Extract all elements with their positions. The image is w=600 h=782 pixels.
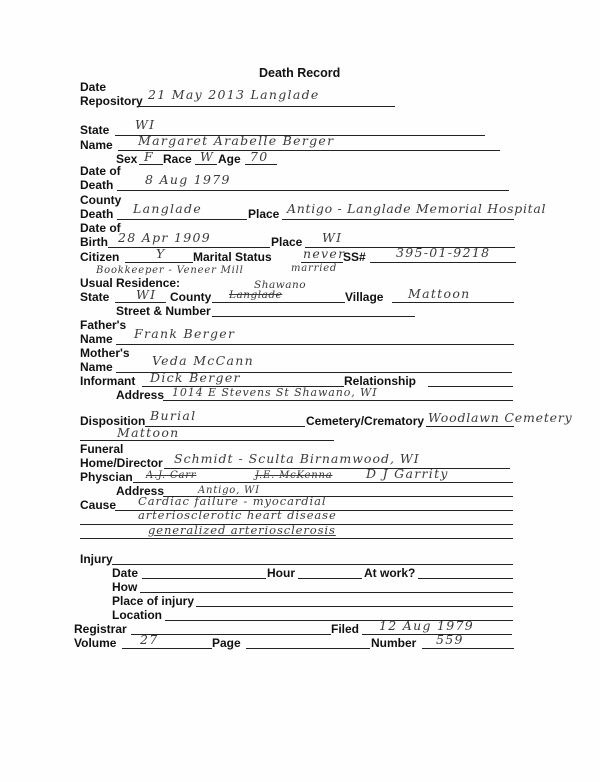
mother-value: Veda McCann [152, 353, 254, 368]
disposition-label: Disposition [80, 414, 146, 428]
place-of-death-label: Place [248, 207, 280, 221]
village-label: Village [345, 290, 384, 304]
sex-label: Sex [116, 152, 138, 166]
cause-value-1: Cardiac failure - myocardial [138, 494, 327, 508]
injury-label: Injury [80, 552, 113, 566]
age-label: Age [218, 152, 241, 166]
at-work-line [418, 578, 513, 579]
injury-how-label: How [112, 580, 138, 594]
occupation-note: Bookkeeper - Veneer Mill [96, 265, 244, 276]
residence-county-value: Shawano [254, 279, 307, 291]
disposition-value: Burial [150, 408, 197, 423]
home-director-label: Home/Director [80, 456, 163, 470]
age-value: 70 [250, 149, 269, 164]
mother-label-2: Name [80, 360, 113, 374]
injury-line [112, 564, 513, 565]
repository-line [137, 106, 395, 107]
usual-residence-label: Usual Residence: [80, 276, 181, 290]
injury-hour-label: Hour [267, 566, 295, 580]
funeral-home-line [164, 468, 510, 469]
date-of-death-label-2: Death [80, 178, 114, 192]
number-value: 559 [436, 632, 464, 647]
name-value: Margaret Arabelle Berger [138, 133, 335, 148]
repository-value: 21 May 2013 Langlade [148, 87, 320, 102]
name-label: Name [80, 138, 113, 152]
village-line [392, 302, 514, 303]
cemetery-value: Woodlawn Cemetery [428, 410, 573, 425]
county-of-death-value: Langlade [133, 201, 203, 216]
street-number-line [212, 316, 415, 317]
funeral-label: Funeral [80, 442, 124, 456]
father-line [116, 344, 514, 345]
date-label: Date [80, 80, 107, 94]
cause-value-3: generalized arteriosclerosis [148, 523, 336, 537]
cause-label: Cause [80, 498, 117, 512]
cause-line-3 [80, 538, 513, 539]
date-of-birth-label-2: Birth [80, 235, 108, 249]
informant-label: Informant [80, 374, 136, 388]
informant-address-line [163, 400, 513, 401]
ss-value: 395-01-9218 [396, 245, 491, 260]
residence-county-label: County [170, 290, 212, 304]
cause-value-2: arteriosclerotic heart disease [138, 508, 337, 522]
filed-value: 12 Aug 1979 [379, 618, 475, 633]
mother-label-1: Mother's [80, 346, 130, 360]
volume-line [122, 648, 212, 649]
volume-label: Volume [74, 636, 117, 650]
place-of-birth-label: Place [271, 235, 303, 249]
physician-address-label: Address [116, 484, 165, 498]
ss-line [370, 262, 516, 263]
date-of-birth-value: 28 Apr 1909 [118, 230, 211, 245]
physician-struck-2: J.E. McKenna [255, 470, 333, 481]
cemetery-line [426, 426, 514, 427]
physician-address-value: Antigo, WI [198, 485, 260, 496]
informant-address-label: Address [116, 388, 165, 402]
place-of-death-line [282, 219, 514, 220]
date-of-death-value: 8 Aug 1979 [145, 172, 231, 187]
injury-location-label: Location [112, 608, 162, 622]
funeral-home-value: Schmidt - Sculta Birnamwood, WI [174, 451, 420, 466]
marital-status-label: Marital Status [193, 250, 272, 264]
place-of-injury-label: Place of injury [112, 594, 195, 608]
injury-hour-line [298, 578, 362, 579]
race-label: Race [163, 152, 192, 166]
residence-state-line [115, 302, 166, 303]
number-line [422, 648, 514, 649]
father-label-1: Father's [80, 318, 127, 332]
residence-state-label: State [80, 290, 110, 304]
cemetery-label: Cemetery/Crematory [306, 414, 425, 428]
place-of-injury-line [196, 606, 513, 607]
registrar-label: Registrar [74, 622, 127, 636]
father-label-2: Name [80, 332, 113, 346]
county-of-death-line [117, 219, 247, 220]
age-line [245, 164, 277, 165]
father-value: Frank Berger [134, 326, 236, 341]
injury-date-label: Date [112, 566, 139, 580]
date-of-death-label-1: Date of [80, 164, 121, 178]
page-label: Page [212, 636, 241, 650]
county-of-death-label-2: Death [80, 207, 114, 221]
race-value: W [200, 149, 215, 164]
place-of-birth-value: WI [322, 230, 343, 245]
residence-county-struck: Langlade [229, 289, 283, 301]
injury-date-line [142, 578, 266, 579]
date-of-birth-line [108, 247, 270, 248]
registrar-line [131, 634, 331, 635]
date-of-birth-label-1: Date of [80, 221, 121, 235]
race-line [195, 164, 217, 165]
marital-status-value: never [303, 246, 346, 261]
physician-label: Physcian [80, 470, 133, 484]
ss-label: SS# [343, 250, 366, 264]
filed-label: Filed [331, 622, 360, 636]
date-of-death-line [117, 190, 509, 191]
informant-address-value: 1014 E Stevens St Shawano, WI [172, 386, 378, 399]
relationship-label: Relationship [344, 374, 417, 388]
injury-how-line [140, 592, 513, 593]
volume-value: 27 [140, 632, 159, 647]
state-value: WI [135, 117, 156, 132]
sex-value: F [144, 149, 154, 164]
sex-line [139, 164, 163, 165]
place-of-death-value: Antigo - Langlade Memorial Hospital [287, 201, 547, 216]
name-line [118, 150, 500, 151]
relationship-line [428, 386, 513, 387]
repository-label: Repository [80, 94, 143, 108]
citizen-label: Citizen [80, 250, 120, 264]
page-line [246, 648, 370, 649]
physician-struck-1: A.J. Carr [146, 470, 197, 481]
form-title: Death Record [259, 66, 341, 80]
number-label: Number [371, 636, 417, 650]
at-work-label: At work? [364, 566, 416, 580]
county-of-death-label-1: County [80, 193, 122, 207]
citizen-value: Y [156, 246, 166, 261]
state-label: State [80, 123, 110, 137]
marital-note: married [291, 263, 338, 274]
physician-value: D J Garrity [366, 466, 449, 481]
informant-value: Dick Berger [150, 370, 241, 385]
cemetery-place-value: Mattoon [117, 425, 180, 440]
village-value: Mattoon [408, 286, 471, 301]
cemetery-continuation-line [80, 440, 334, 441]
street-number-label: Street & Number [116, 304, 211, 318]
residence-state-value: WI [136, 287, 157, 302]
